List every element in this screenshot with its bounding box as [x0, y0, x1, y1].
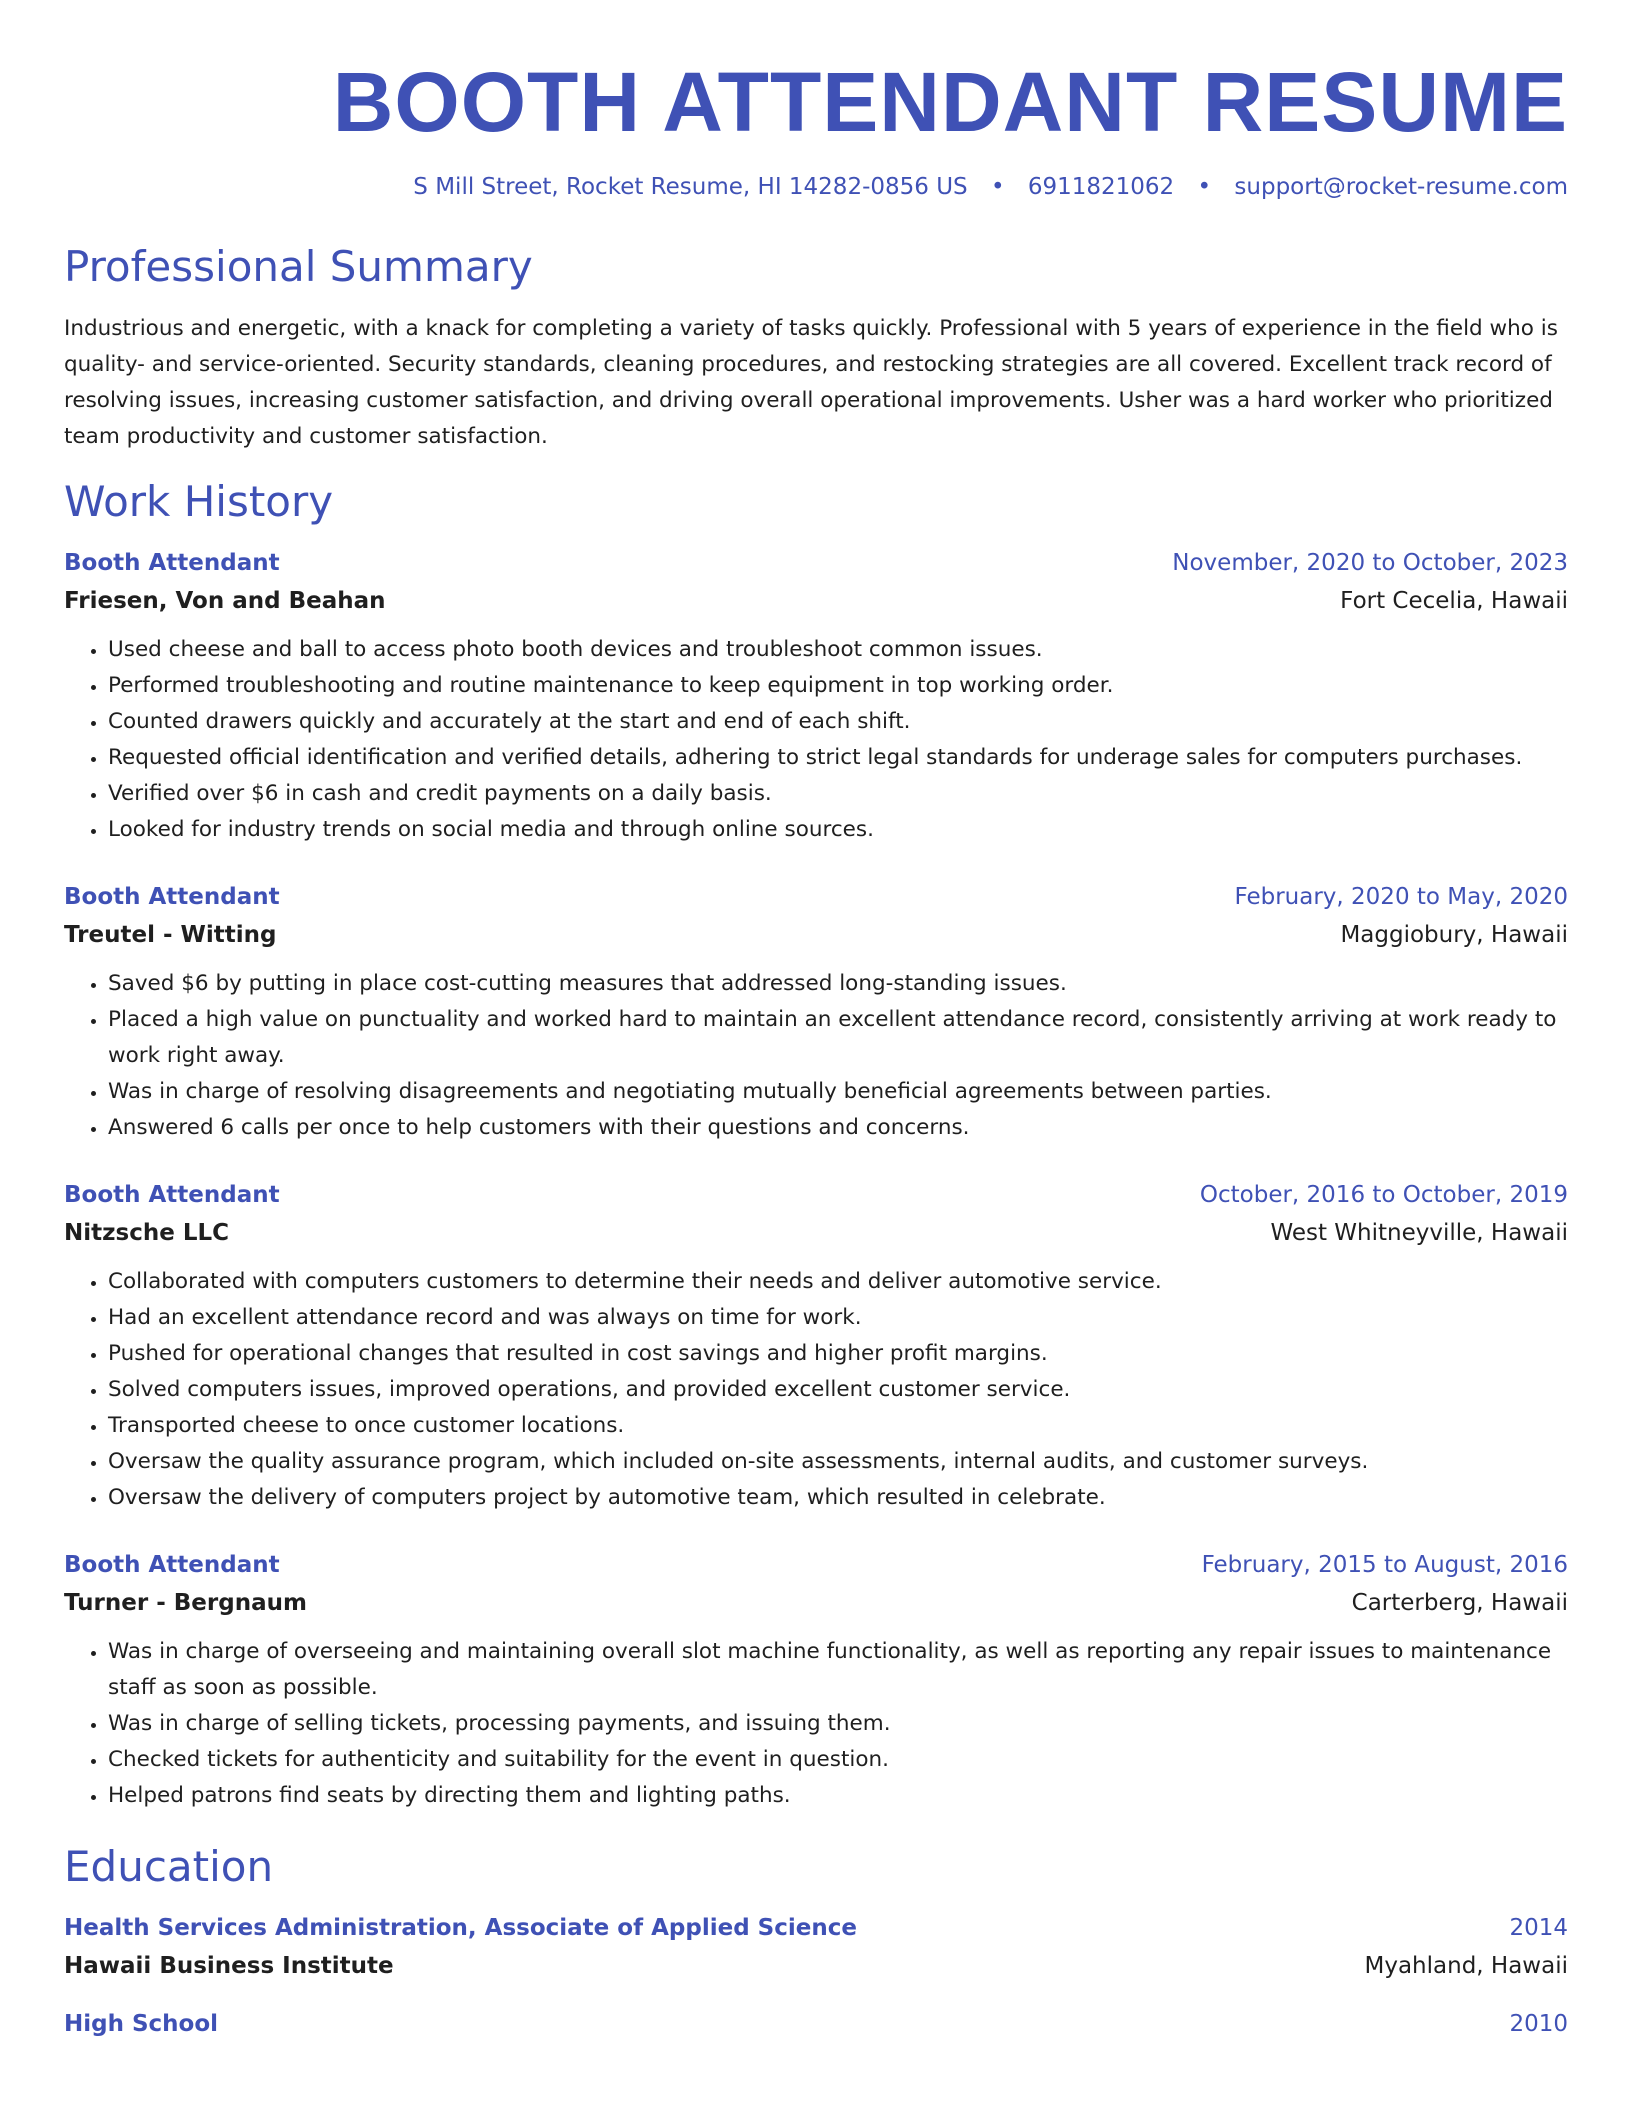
job-company-row [64, 1214, 1568, 1252]
job-location: Maggiobury, Hawaii [1340, 922, 1568, 948]
education-location: Myahland, Hawaii [1364, 1953, 1568, 1979]
summary-text: Industrious and energetic, with a knack for completing a variety of tasks quickly. Professional with 5 years of experience in the field who is quality- and service-oriented. Security standards, cleaning procedures, and restocking strategies are all covered. Excellent track record of resolving issues, increasing customer satisfaction, and driving overall operational improvements. Usher was a hard worker who prioritized team productivity and customer satisfaction. [64, 316, 1558, 449]
job-header-row [64, 1176, 1568, 1214]
job-company: Turner - Bergnaum [64, 1590, 307, 1616]
job-role: Booth Attendant [64, 884, 280, 910]
bullet-item: • Requested official identification and verified details, adhering to strict legal standards for underage sales for computers purchases. [108, 740, 1568, 776]
job-role: Booth Attendant [64, 550, 280, 576]
bullet-item: • Answered 6 calls per once to help customers with their questions and concerns. [108, 1110, 1568, 1146]
job-company-row [64, 1584, 1568, 1622]
section-heading: Work History [64, 477, 334, 526]
education-year: 2010 [1509, 2011, 1568, 2037]
job-header-row [64, 1546, 1568, 1584]
section-heading: Professional Summary [64, 242, 533, 291]
job-company-row [64, 916, 1568, 954]
bullet-item: • Had an excellent attendance record and was always on time for work. [108, 1300, 1568, 1336]
education-header-row [64, 2005, 1568, 2043]
education-entry [64, 2005, 1568, 2043]
job-company-row [64, 582, 1568, 620]
education-year: 2014 [1509, 1915, 1568, 1941]
education-section [64, 1842, 1568, 2043]
education-school: Hawaii Business Institute [64, 1953, 394, 1979]
separator-dot: • [990, 174, 1005, 200]
job-company: Friesen, Von and Beahan [64, 588, 386, 614]
education-degree: Health Services Administration, Associate of Applied Science [64, 1915, 857, 1941]
job-dates: February, 2020 to May, 2020 [1234, 884, 1568, 910]
job-company: Treutel - Witting [64, 922, 277, 948]
contact-address: S Mill Street, Rocket Resume, HI 14282-0856 US [413, 174, 968, 200]
education-header-row [64, 1909, 1568, 1947]
bullet-item: • Solved computers issues, improved operations, and provided excellent customer service. [108, 1372, 1568, 1408]
job-bullets [64, 1264, 1568, 1516]
bullet-item: • Verified over $6 in cash and credit payments on a daily basis. [108, 776, 1568, 812]
job-role: Booth Attendant [64, 1182, 280, 1208]
education-entry [64, 1909, 1568, 1985]
bullet-item: • Oversaw the delivery of computers project by automotive team, which resulted in celebrate. [108, 1480, 1568, 1516]
bullet-item: • Pushed for operational changes that resulted in cost savings and higher profit margins. [108, 1336, 1568, 1372]
job-entry [64, 544, 1568, 848]
job-entry [64, 1176, 1568, 1516]
contact-line [64, 174, 1568, 200]
job-company: Nitzsche LLC [64, 1220, 230, 1246]
bullet-item: • Collaborated with computers customers to determine their needs and deliver automotive service. [108, 1264, 1568, 1300]
job-bullets [64, 966, 1568, 1146]
bullet-item: • Used cheese and ball to access photo booth devices and troubleshoot common issues. [108, 632, 1568, 668]
bullet-item: • Performed troubleshooting and routine maintenance to keep equipment in top working order. [108, 668, 1568, 704]
job-role: Booth Attendant [64, 1552, 280, 1578]
bullet-item: • Was in charge of overseeing and maintaining overall slot machine functionality, as well as reporting any repair issues to maintenance staff as soon as possible. [108, 1634, 1568, 1706]
job-header-row [64, 878, 1568, 916]
professional-summary-section [64, 242, 1568, 455]
job-entry [64, 1546, 1568, 1814]
bullet-item: • Placed a high value on punctuality and worked hard to maintain an excellent attendance record, consistently arriving at work ready to work right away. [108, 1002, 1568, 1074]
bullet-item: • Was in charge of selling tickets, processing payments, and issuing them. [108, 1706, 1568, 1742]
contact-phone[interactable]: 6911821062 [1027, 174, 1175, 200]
bullet-item: • Helped patrons find seats by directing them and lighting paths. [108, 1778, 1568, 1814]
section-heading: Education [64, 1842, 274, 1891]
job-location: West Whitneyville, Hawaii [1270, 1220, 1568, 1246]
resume-header [64, 0, 1568, 200]
job-entry [64, 878, 1568, 1146]
job-dates: November, 2020 to October, 2023 [1172, 550, 1568, 576]
work-history-section [64, 477, 1568, 1814]
bullet-item: • Was in charge of resolving disagreements and negotiating mutually beneficial agreements between parties. [108, 1074, 1568, 1110]
job-dates: February, 2015 to August, 2016 [1201, 1552, 1568, 1578]
job-dates: October, 2016 to October, 2019 [1199, 1182, 1568, 1208]
bullet-item: • Transported cheese to once customer locations. [108, 1408, 1568, 1444]
job-location: Fort Cecelia, Hawaii [1340, 588, 1568, 614]
job-header-row [64, 544, 1568, 582]
job-location: Carterberg, Hawaii [1351, 1590, 1568, 1616]
bullet-item: • Oversaw the quality assurance program, which included on-site assessments, internal audits, and customer surveys. [108, 1444, 1568, 1480]
education-school-row [64, 1947, 1568, 1985]
resume-title: BOOTH ATTENDANT RESUME [332, 55, 1568, 149]
job-list [64, 544, 1568, 1814]
education-list [64, 1909, 1568, 2043]
education-degree: High School [64, 2011, 219, 2037]
contact-email[interactable]: support@rocket-resume.com [1234, 174, 1568, 200]
separator-dot: • [1197, 174, 1212, 200]
bullet-item: • Checked tickets for authenticity and suitability for the event in question. [108, 1742, 1568, 1778]
job-bullets [64, 632, 1568, 848]
bullet-item: • Looked for industry trends on social media and through online sources. [108, 812, 1568, 848]
job-bullets [64, 1634, 1568, 1814]
bullet-item: • Saved $6 by putting in place cost-cutting measures that addressed long-standing issues. [108, 966, 1568, 1002]
bullet-item: • Counted drawers quickly and accurately at the start and end of each shift. [108, 704, 1568, 740]
